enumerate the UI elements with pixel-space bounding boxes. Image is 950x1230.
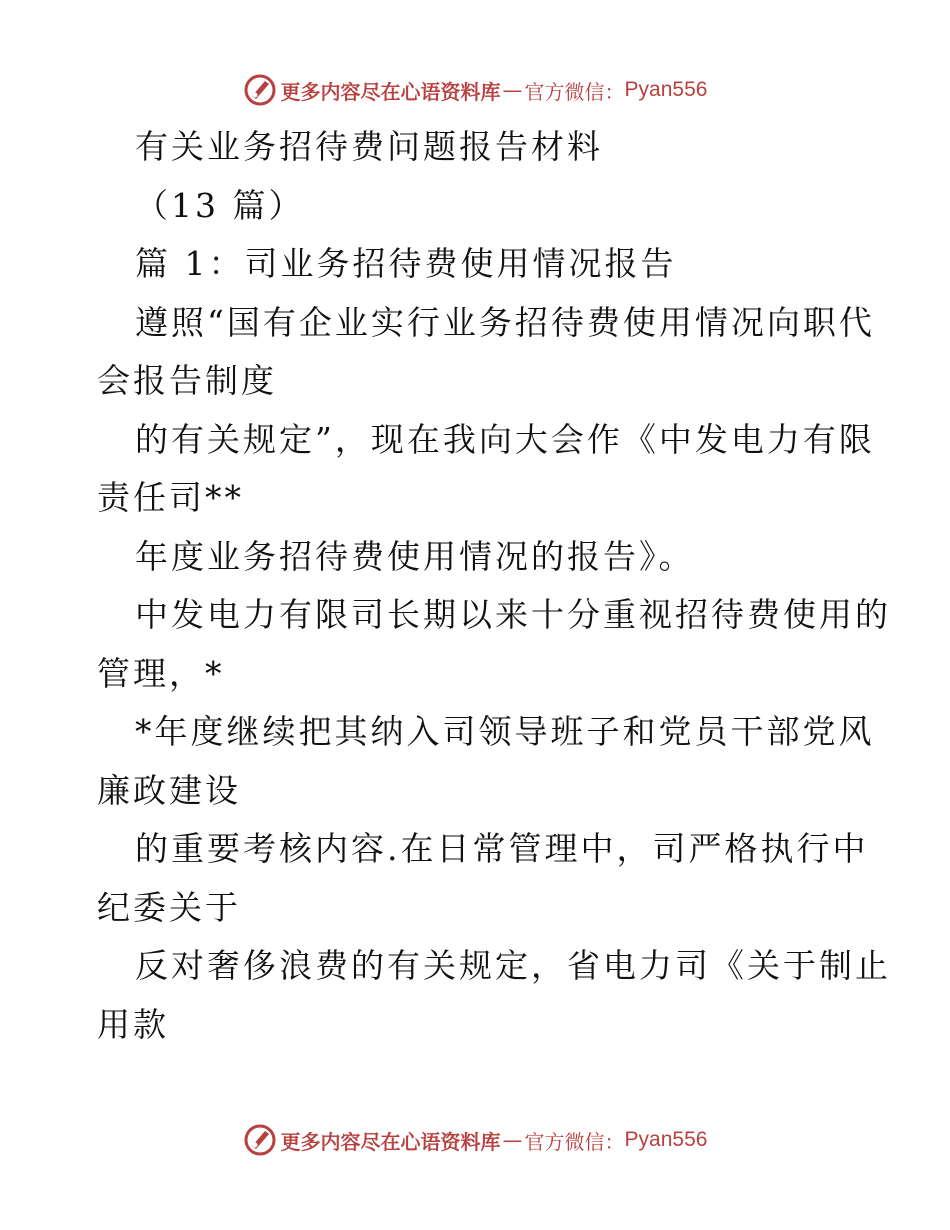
text-line: 用款 [97,1004,169,1044]
watermark-separator: — [502,78,523,102]
text-line: 反对奢侈浪费的有关规定，省电力司《关于制止 [135,946,891,985]
text-line: 责任司** [97,478,244,517]
watermark-text: 更多内容尽在心语资料库 [280,1129,501,1154]
text-line: 管理，* [97,653,225,693]
text-line: *年度继续把其纳入司领导班子和党员干部党风 [135,712,875,751]
document-body [97,118,891,1054]
text-line: 纪委关于 [97,887,241,927]
text-line: 年度业务招待费使用情况的报告》。 [135,536,695,576]
header-watermark [0,70,950,110]
watermark-wechat-label: 官方微信： [524,1129,625,1154]
text-line: 会报告制度 [97,361,277,400]
watermark-separator: — [502,1128,523,1152]
section-heading: 篇 1：司业务招待费使用情况报告 [135,244,677,283]
text-line: 廉政建设 [97,770,241,810]
watermark-text: 更多内容尽在心语资料库 [280,79,501,104]
footer-watermark [0,1120,950,1160]
document-title: 有关业务招待费问题报告材料 [135,127,603,166]
text-line: 的重要考核内容.在日常管理中，司严格执行中 [135,829,869,868]
watermark-wechat-id: Pyan556 [624,1128,708,1151]
text-line: 遵照“国有企业实行业务招待费使用情况向职代 [135,302,875,342]
text-line: 中发电力有限司长期以来十分重视招待费使用的 [135,595,891,634]
library-logo-icon [243,73,277,107]
library-logo-icon [243,1123,277,1157]
document-subtitle: （13 篇） [135,185,305,225]
text-line: 的有关规定”，现在我向大会作《中发电力有限 [135,419,875,459]
watermark-wechat-id: Pyan556 [624,78,708,101]
watermark-wechat-label: 官方微信： [524,79,625,104]
